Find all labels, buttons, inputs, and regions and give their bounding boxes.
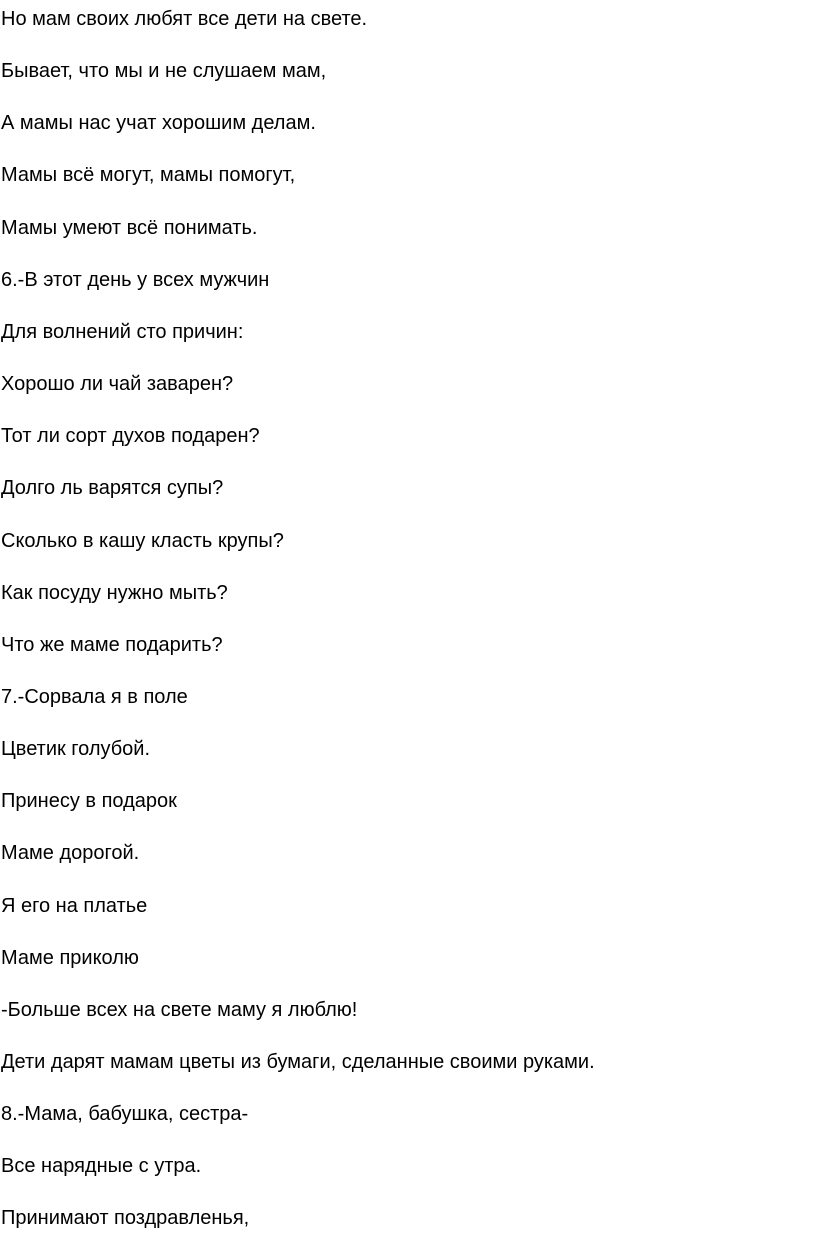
text-line: Сколько в кашу класть крупы? — [1, 530, 284, 552]
text-line: 8.-Мама, бабушка, сестра- — [1, 1103, 249, 1125]
text-line: Хорошо ли чай заварен? — [1, 373, 234, 395]
text-line: 6.-В этот день у всех мужчин — [1, 269, 270, 291]
text-line: Долго ль варятся супы? — [1, 477, 224, 499]
text-line: Маме приколю — [1, 947, 139, 969]
text-line: А мамы нас учат хорошим делам. — [1, 112, 316, 134]
text-line: -Больше всех на свете маму я люблю! — [1, 999, 358, 1021]
text-line: Все нарядные с утра. — [1, 1155, 202, 1177]
text-line: Но мам своих любят все дети на свете. — [1, 8, 368, 30]
text-line: Мамы умеют всё понимать. — [1, 217, 258, 239]
text-line: Как посуду нужно мыть? — [1, 582, 228, 604]
text-line: Принесу в подарок — [1, 790, 177, 812]
text-line: Мамы всё могут, мамы помогут, — [1, 164, 296, 186]
text-line: Бывает, что мы и не слушаем мам, — [1, 60, 327, 82]
text-line: Я его на платье — [1, 895, 148, 917]
text-line: Маме дорогой. — [1, 842, 140, 864]
text-line: Тот ли сорт духов подарен? — [1, 425, 260, 447]
text-line: Что же маме подарить? — [1, 634, 223, 656]
text-line: 7.-Сорвала я в поле — [1, 686, 188, 708]
text-line: Цветик голубой. — [1, 738, 151, 760]
text-line: Принимают поздравленья, — [1, 1207, 250, 1229]
text-line: Дети дарят мамам цветы из бумаги, сделанные своими руками. — [1, 1051, 595, 1073]
text-line: Для волнений сто причин: — [1, 321, 244, 343]
